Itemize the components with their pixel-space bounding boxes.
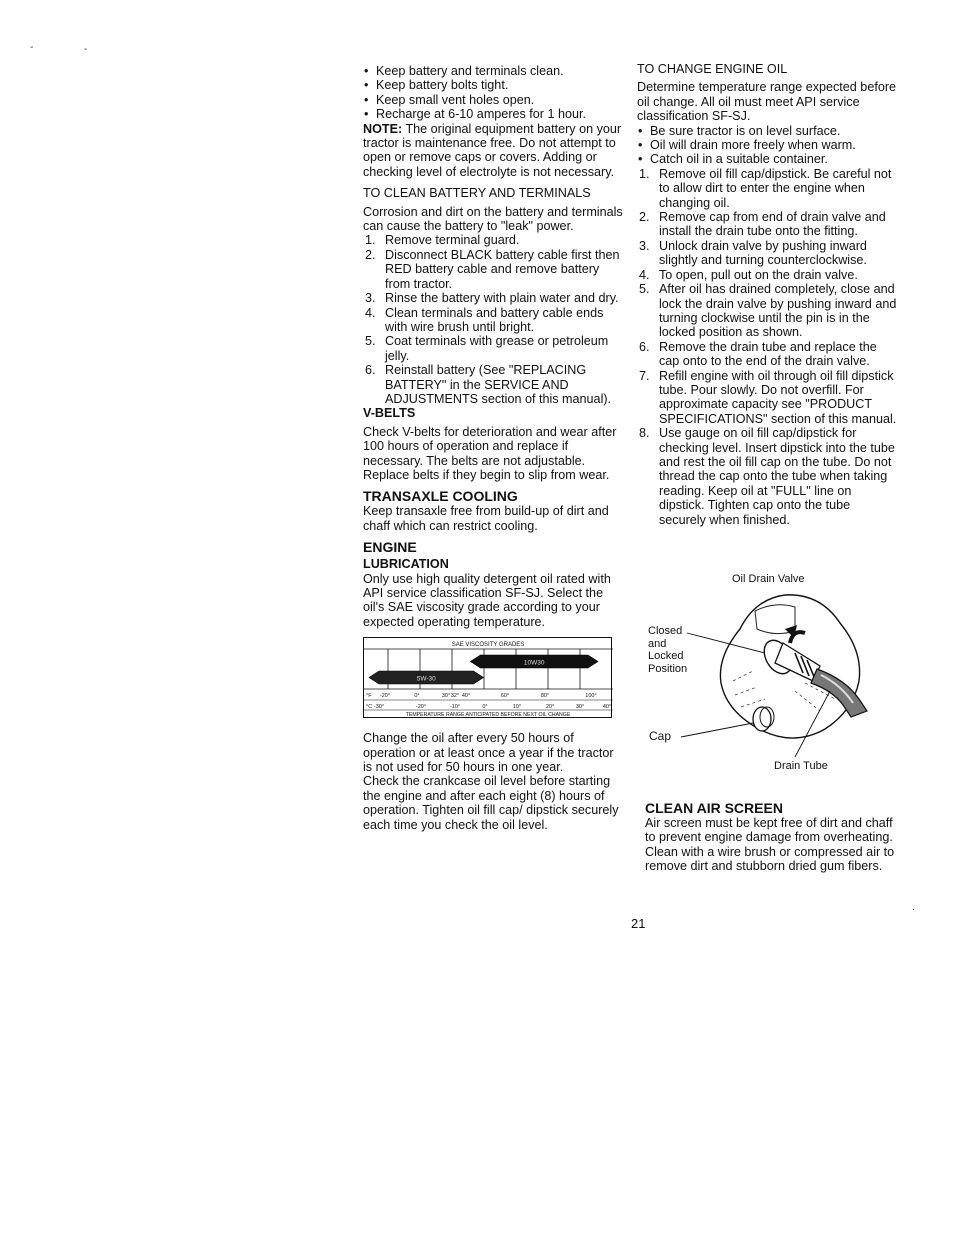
clean-air-text: Air screen must be kept free of dirt and chaff to prevent engine damage from overheating. Clean with a wire brush or compressed air to remove dirt and stubborn dried gum fibers. bbox=[645, 816, 895, 874]
step-item bbox=[363, 233, 625, 247]
scan-mark: - bbox=[30, 42, 34, 53]
figure-title: Oil Drain Valve bbox=[732, 573, 805, 585]
fahrenheit-tick: -20° bbox=[379, 693, 391, 700]
celsius-tick: 20° bbox=[545, 704, 555, 711]
step-text: To open, pull out on the drain valve. bbox=[659, 267, 858, 282]
step-number: 6. bbox=[365, 363, 376, 378]
step-number: 2. bbox=[639, 210, 650, 225]
celsius-tick: -10° bbox=[449, 704, 461, 711]
step-number: 4. bbox=[639, 267, 650, 282]
celsius-unit: °C bbox=[366, 704, 373, 711]
celsius-tick: 0° bbox=[482, 704, 488, 711]
bullet-item: • Oil will drain more freely when warm. bbox=[637, 138, 899, 152]
viscosity-bar-label: 10W30 bbox=[523, 659, 545, 667]
chart-title: SAE VISCOSITY GRADES bbox=[451, 642, 525, 649]
vbelts-heading: V-BELTS bbox=[363, 406, 416, 421]
battery-bullet-list bbox=[363, 64, 625, 122]
change-oil-heading: TO CHANGE ENGINE OIL bbox=[637, 62, 788, 76]
step-number: 3. bbox=[639, 238, 650, 253]
step-item bbox=[363, 363, 625, 406]
step-number: 6. bbox=[639, 339, 650, 354]
change-oil-steps bbox=[637, 167, 899, 527]
fahrenheit-tick: 0° bbox=[414, 693, 420, 700]
bullet-item: • Recharge at 6-10 amperes for 1 hour. bbox=[363, 107, 625, 121]
scan-mark: . bbox=[912, 902, 915, 913]
celsius-tick: 40° bbox=[602, 704, 612, 711]
step-text: Reinstall battery (See "REPLACING BATTERY" in the SERVICE AND ADJUSTMENTS section of this manual). bbox=[385, 363, 612, 406]
step-item bbox=[637, 268, 899, 282]
leader-cap bbox=[681, 723, 753, 737]
fahrenheit-tick: 32° bbox=[450, 693, 460, 700]
leader-drain bbox=[795, 691, 830, 757]
step-item bbox=[363, 248, 625, 291]
step-number: 1. bbox=[365, 233, 376, 248]
step-item bbox=[363, 306, 625, 335]
step-text: Use gauge on oil fill cap/dipstick for checking level. Insert dipstick into the tube and rest the oil fill cap on the tube. Do not thread the cap onto the tube when taking reading. Keep oil at "FULL" line on dipstick. Tighten cap onto the tube securely when finished. bbox=[659, 426, 895, 527]
celsius-tick: -30° bbox=[373, 704, 385, 711]
celsius-tick: 10° bbox=[512, 704, 522, 711]
celsius-tick: 30° bbox=[575, 704, 585, 711]
hidden-lines bbox=[733, 671, 765, 707]
check-oil-text: Check the crankcase oil level before starting the engine and after each eight (8) hours of operation. Tighten oil fill cap/ dipstick securely each time you check the oil level. bbox=[363, 774, 619, 832]
step-item bbox=[363, 334, 625, 363]
label-drain-tube: Drain Tube bbox=[774, 760, 828, 772]
bullet-item: • Be sure tractor is on level surface. bbox=[637, 124, 899, 138]
drain-valve-illustration bbox=[645, 571, 895, 781]
step-item bbox=[637, 340, 899, 369]
step-number: 8. bbox=[639, 426, 650, 441]
change-oil-bullet-list bbox=[637, 124, 899, 167]
sae-viscosity-chart bbox=[363, 637, 613, 719]
bullet-item: • Keep battery and terminals clean. bbox=[363, 64, 625, 78]
bullet-item: • Keep battery bolts tight. bbox=[363, 78, 625, 92]
fahrenheit-tick: 60° bbox=[500, 693, 510, 700]
vbelts-text: Check V-belts for deterioration and wear after 100 hours of operation and replace if necessary. The belts are not adjustable. Replace belts if they begin to slip from wear. bbox=[363, 424, 617, 482]
fahrenheit-tick: 80° bbox=[540, 693, 550, 700]
step-number: 1. bbox=[639, 166, 650, 181]
clean-air-screen-section bbox=[645, 800, 900, 874]
oil-drain-valve-figure bbox=[645, 571, 895, 781]
label-cap: Cap bbox=[649, 729, 672, 743]
transaxle-text: Keep transaxle free from build-up of dirt and chaff which can restrict cooling. bbox=[363, 504, 609, 533]
step-item bbox=[637, 282, 899, 340]
step-number: 3. bbox=[365, 291, 376, 306]
note-label: NOTE: bbox=[363, 121, 403, 136]
page-number: 21 bbox=[631, 916, 646, 931]
step-item bbox=[637, 426, 899, 527]
step-item bbox=[637, 167, 899, 210]
viscosity-bar-label: 5W-30 bbox=[416, 675, 436, 683]
lubrication-heading: LUBRICATION bbox=[363, 557, 449, 572]
step-text: Rinse the battery with plain water and dry. bbox=[385, 291, 619, 306]
step-text: Disconnect BLACK battery cable first then RED battery cable and remove battery from tractor. bbox=[385, 247, 620, 291]
step-text: Unlock drain valve by pushing inward slightly and turning counterclockwise. bbox=[659, 238, 867, 268]
sae-viscosity-chart-svg bbox=[363, 637, 613, 719]
step-number: 5. bbox=[639, 282, 650, 297]
lubrication-text: Only use high quality detergent oil rated with API service classification SF-SJ. Select the oil's SAE viscosity grade according to your expected operating temperature. bbox=[363, 571, 611, 629]
note-text: The original equipment battery on your tractor is maintenance free. Do not attempt to open or remove caps or covers. Adding or checking level of electrolyte is not necessary. bbox=[363, 121, 622, 179]
step-number: 7. bbox=[639, 368, 650, 383]
step-text: Coat terminals with grease or petroleum jelly. bbox=[385, 334, 609, 363]
battery-note bbox=[363, 122, 625, 180]
clean-air-heading: CLEAN AIR SCREEN bbox=[645, 800, 783, 816]
change-oil-intro: Determine temperature range expected before oil change. All oil must meet API service classification SF-SJ. bbox=[637, 80, 897, 124]
bullet-item: • Keep small vent holes open. bbox=[363, 93, 625, 107]
engine-heading: ENGINE bbox=[363, 539, 417, 556]
bullet-item: • Catch oil in a suitable container. bbox=[637, 152, 899, 166]
fahrenheit-tick: 30° bbox=[441, 693, 451, 700]
step-item bbox=[363, 291, 625, 305]
transaxle-heading: TRANSAXLE COOLING bbox=[363, 488, 518, 505]
right-column bbox=[637, 62, 899, 527]
step-number: 5. bbox=[365, 334, 376, 349]
left-column bbox=[363, 64, 625, 832]
scan-mark: - bbox=[84, 44, 88, 55]
step-text: Refill engine with oil through oil fill dipstick tube. Pour slowly. Do not overfill. For approximate capacity see "PRODUCT SPECIFICATIONS" section of this manual. bbox=[659, 368, 897, 426]
change-oil-text: Change the oil after every 50 hours of operation or at least once a year if the tractor is not used for 50 hours in one year. bbox=[363, 731, 614, 775]
step-item bbox=[637, 239, 899, 268]
clean-battery-heading: TO CLEAN BATTERY AND TERMINALS bbox=[363, 186, 591, 201]
step-text: Remove oil fill cap/dipstick. Be careful not to allow dirt to enter the engine when changing oil. bbox=[659, 166, 892, 210]
fahrenheit-unit: °F bbox=[366, 693, 372, 700]
clean-battery-steps bbox=[363, 233, 625, 406]
clean-battery-intro: Corrosion and dirt on the battery and terminals can cause the battery to "leak" power. bbox=[363, 204, 623, 234]
step-number: 4. bbox=[365, 305, 376, 320]
step-text: After oil has drained completely, close and lock the drain valve by pushing inward and turning clockwise until the pin is in the locked position as shown. bbox=[659, 282, 897, 340]
chart-xlabel: TEMPERATURE RANGE ANTICIPATED BEFORE NEXT OIL CHANGE bbox=[405, 712, 571, 719]
celsius-tick: -20° bbox=[415, 704, 427, 711]
fahrenheit-tick: 40° bbox=[461, 693, 471, 700]
step-number: 2. bbox=[365, 247, 376, 262]
label-closed-locked: Closed and Locked Position bbox=[648, 625, 688, 675]
step-text: Clean terminals and battery cable ends with wire brush until bright. bbox=[385, 305, 604, 334]
step-item bbox=[637, 210, 899, 239]
step-item bbox=[637, 369, 899, 427]
step-text: Remove cap from end of drain valve and install the drain tube onto the fitting. bbox=[659, 210, 886, 239]
step-text: Remove terminal guard. bbox=[385, 233, 520, 248]
step-text: Remove the drain tube and replace the cap onto to the end of the drain valve. bbox=[659, 339, 877, 369]
fahrenheit-tick: 100° bbox=[585, 693, 597, 700]
drain-tube bbox=[811, 669, 867, 717]
